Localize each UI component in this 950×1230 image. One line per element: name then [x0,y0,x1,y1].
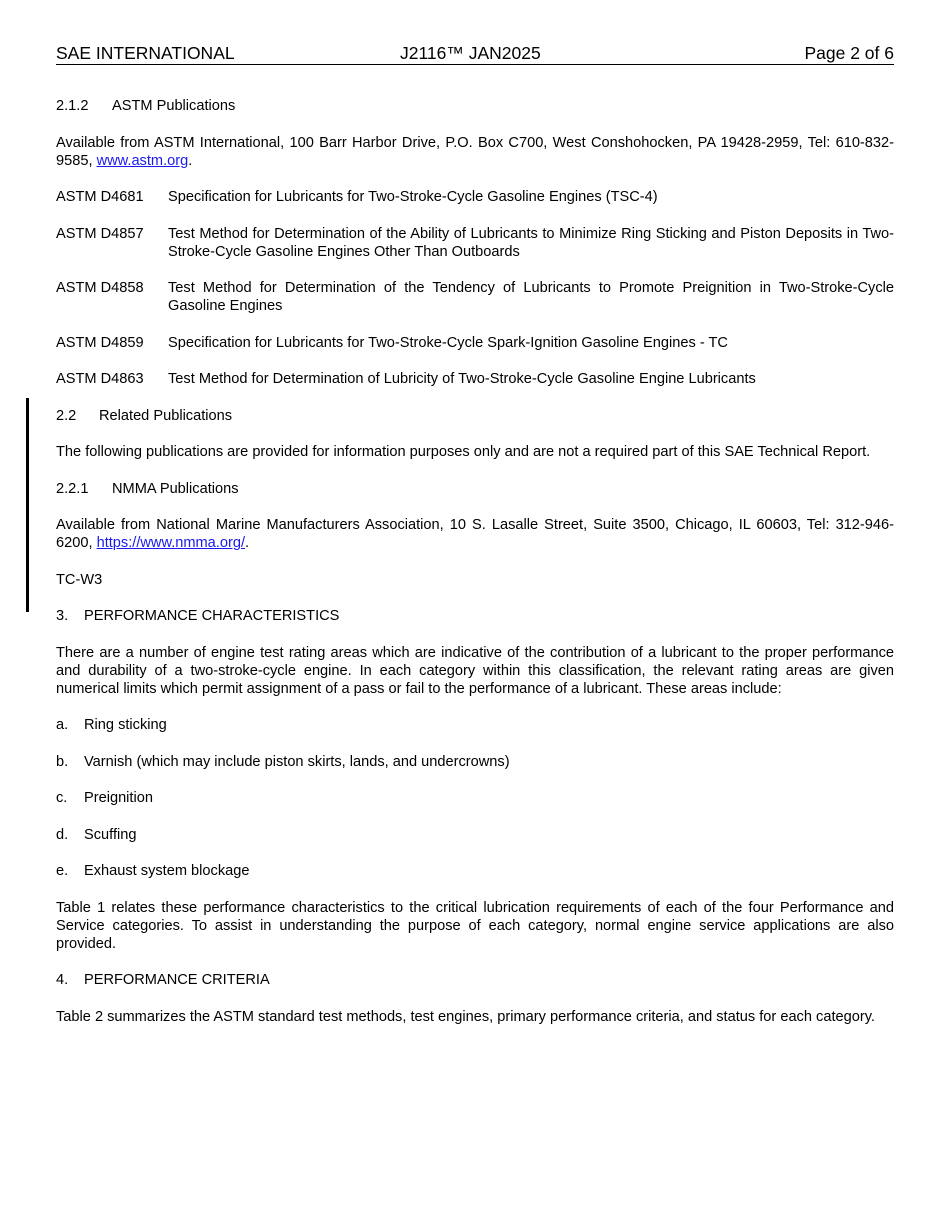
section-number: 2.2 [56,407,77,424]
revision-change-bar [26,398,29,612]
header-page-number: Page 2 of 6 [804,43,894,63]
performance-characteristics-intro: There are a number of engine test rating areas which are indicative of the contribution of a lubricant to the proper performance and durability of a two-stroke-cycle engine. In each category within this classification, the relevant rating areas are given numerical limits which permit assignment of a pass or fail to the performance of a lubricant. These areas include: [56,644,894,697]
list-item-letter: b. [56,753,69,770]
reference-description: Specification for Lubricants for Two-Stroke-Cycle Spark-Ignition Gasoline Engines - TC [168,334,728,351]
list-item [56,862,894,880]
reference-entry [56,334,894,352]
section-title: PERFORMANCE CHARACTERISTICS [84,608,340,624]
section-number: 4. [56,972,69,988]
section-2-2-1-heading [56,480,894,498]
list-item-text: Ring sticking [84,717,167,733]
list-item [56,716,894,734]
nmma-reference-code: TC-W3 [56,571,103,588]
reference-code: ASTM D4857 [56,225,144,242]
list-item-letter: a. [56,717,69,733]
section-2-1-2-heading [56,97,894,115]
astm-website-link[interactable]: www.astm.org [96,152,189,169]
nmma-availability-text: Available from National Marine Manufacturers Association, 10 S. Lasalle Street, Suite 3500, Chicago, IL 60603, Tel: 312-946-6200, [56,517,894,551]
list-item-text: Scuffing [84,826,137,843]
section-title: NMMA Publications [112,480,239,497]
section-title: Related Publications [99,407,233,424]
section-3-heading [56,607,894,625]
punctuation: . [245,535,250,551]
reference-description: Test Method for Determination of the Tendency of Lubricants to Promote Preignition in Two-Stroke-Cycle Gasoline Engines [168,280,894,314]
nmma-availability-paragraph [56,516,894,552]
reference-code: ASTM D4863 [56,371,144,387]
list-item-letter: e. [56,863,69,879]
reference-entry [56,188,894,206]
list-item-text: Varnish (which may include piston skirts, lands, and undercrowns) [84,753,510,770]
list-item [56,753,894,771]
reference-description: Specification for Lubricants for Two-Stroke-Cycle Gasoline Engines (TSC-4) [168,189,658,205]
section-number: 2.2.1 [56,480,89,497]
section-4-heading [56,971,894,989]
related-publications-paragraph: The following publications are provided for information purposes only and are not a required part of this SAE Technical Report. [56,444,871,460]
section-title: PERFORMANCE CRITERIA [84,972,270,988]
page-header [56,42,894,65]
list-item [56,826,894,844]
section-2-2-heading [56,407,894,425]
list-item-letter: d. [56,826,69,843]
reference-code: ASTM D4858 [56,280,144,296]
list-item-text: Exhaust system blockage [84,863,250,879]
astm-availability-paragraph [56,134,894,170]
nmma-website-link[interactable]: https://www.nmma.org/ [96,535,245,551]
document-body [56,97,894,1044]
section-number: 2.1.2 [56,98,89,114]
list-item-letter: c. [56,790,68,806]
section-number: 3. [56,608,69,624]
table-1-description: Table 1 relates these performance characteristics to the critical lubrication requirements of each of the four Performance and Service categories. To assist in understanding the purpose of each category, normal engine service applications are also provided. [56,899,894,952]
punctuation: . [188,152,193,169]
reference-code: ASTM D4681 [56,189,144,205]
reference-entry [56,279,894,315]
list-item [56,789,894,807]
list-item-text: Preignition [84,790,153,806]
reference-entry [56,225,894,261]
reference-description: Test Method for Determination of the Ability of Lubricants to Minimize Ring Sticking and Piston Deposits in Two-Stroke-Cycle Gasoline Engines Other Than Outboards [168,225,894,260]
reference-entry [56,370,894,388]
header-org: SAE INTERNATIONAL [56,43,235,63]
header-doc-id: J2116™ JAN2025 [400,43,541,63]
reference-description: Test Method for Determination of Lubricity of Two-Stroke-Cycle Gasoline Engine Lubricants [168,371,756,387]
performance-criteria-paragraph: Table 2 summarizes the ASTM standard test methods, test engines, primary performance criteria, and status for each category. [56,1008,875,1025]
section-title: ASTM Publications [112,98,236,114]
reference-code: ASTM D4859 [56,334,144,351]
astm-availability-text: Available from ASTM International, 100 Barr Harbor Drive, P.O. Box C700, West Conshohocken, PA 19428-2959, Tel: 610-832-9585, [56,134,894,169]
